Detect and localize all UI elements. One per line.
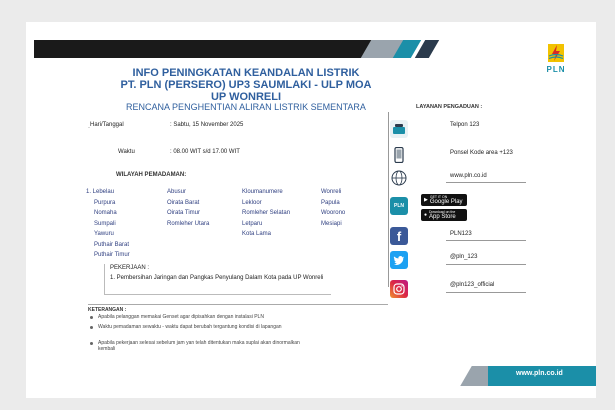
area-item: Letparu (242, 220, 263, 227)
page-title: INFO PENINGKATAN KEANDALAN LISTRIK (132, 67, 360, 79)
announcement-sheet (26, 22, 596, 398)
company-name: PT. PLN (PERSERO) UP3 SAUMLAKI - ULP MOA (120, 79, 372, 91)
facebook-icon[interactable]: f (390, 227, 408, 245)
pln-logo (541, 42, 571, 74)
play-icon: ▶ (424, 197, 428, 203)
area-item: Purpura (94, 199, 116, 206)
app-store-button[interactable] (421, 209, 467, 221)
twitter-icon[interactable] (390, 251, 408, 269)
date-value: : Sabtu, 15 November 2025 (170, 122, 244, 128)
subtitle: RENCANA PENGHENTIAN ALIRAN LISTRIK SEMENTARA (126, 102, 366, 112)
notes-divider (88, 304, 388, 305)
area-item: Oirata Barat (167, 199, 200, 206)
work-text: 1. Pembersihan Jaringan dan Pangkas Penyulang Dalam Kota pada UP Wonreli (110, 275, 324, 281)
time-value: : 08.00 WIT s/d 17.00 WIT (170, 149, 240, 155)
top-stripe (34, 40, 390, 58)
bullet-icon (90, 326, 93, 329)
instagram-underline (446, 292, 526, 293)
phone-text: Telpon 123 (450, 122, 480, 128)
area-item: Kloumanumere (242, 189, 283, 195)
area-column-2 (167, 187, 209, 229)
mobile-icon (390, 146, 408, 164)
area-column-4 (321, 187, 345, 229)
instagram-handle: @pln123_official (450, 282, 495, 288)
bullet-icon (90, 316, 93, 319)
area-item: Romleher Utara (167, 220, 210, 227)
bullet-icon (90, 342, 93, 345)
lightning-icon (546, 42, 566, 64)
area-item: Oirata Timur (167, 210, 201, 216)
area-item: Lekloor (242, 199, 262, 206)
apple-icon: ● (424, 212, 428, 218)
note-item: Apabila pelanggan memakai Genset agar dipisahkan dengan instalasi PLN (98, 314, 264, 320)
google-play-label: GET IT ON Google Play (429, 195, 463, 205)
facebook-handle: PLN123 (450, 231, 472, 237)
area-item: Mesiapi (321, 220, 342, 227)
area-title: WILAYAH PEMADAMAN: (116, 172, 187, 178)
pln-mobile-app-icon[interactable]: PLN (390, 197, 408, 215)
unit-name: UP WONRELI (210, 91, 282, 103)
note-item: Waktu pemadaman sewaktu - waktu dapat berubah tergantung kondisi di lapangan (98, 324, 282, 330)
note-item: Apabila pekerjaan selesai sebelum jam yan telah ditentukan maka suplai akan dinormalkan kembali (98, 340, 300, 352)
area-item: Romleher Selatan (242, 210, 291, 216)
time-label: Waktu (118, 149, 135, 155)
facebook-underline (446, 240, 526, 241)
footer-url[interactable]: www.pln.co.id (516, 370, 563, 377)
area-item: Papula (321, 199, 340, 206)
contact-title: LAYANAN PENGADUAN : (416, 104, 483, 110)
area-item: Woorono (321, 210, 346, 216)
app-store-label: Download on the App Store (429, 210, 456, 220)
area-item: Puthair Timur (94, 252, 130, 258)
logo-text: PLN (546, 65, 566, 74)
twitter-handle: @pln_123 (450, 254, 478, 260)
date-label: Hari/Tanggal (90, 122, 124, 128)
area-item: Abusur (167, 189, 187, 195)
area-item: Wonreli (321, 189, 342, 195)
web-link[interactable]: www.pln.co.id (450, 173, 487, 179)
google-play-button[interactable] (421, 194, 467, 206)
area-item: Puthair Barat (94, 241, 130, 248)
mobile-text: Ponsel Kode area +123 (450, 150, 513, 156)
contact-divider (388, 112, 389, 287)
globe-icon (390, 169, 408, 187)
twitter-underline (446, 264, 526, 265)
work-title: PEKERJAAN : (110, 265, 150, 271)
area-item: Sumpali (94, 220, 116, 227)
area-item: Nomaha (94, 210, 117, 216)
divider-dash: - (88, 125, 90, 131)
area-column-3 (242, 187, 290, 240)
instagram-icon[interactable] (390, 280, 408, 298)
web-underline (446, 182, 526, 183)
phone-icon (390, 120, 408, 138)
area-item: 1. Lebelau (86, 189, 115, 195)
area-item: Yawuru (94, 231, 114, 237)
area-item: Kota Lama (242, 231, 272, 237)
notes-title: KETERANGAN : (88, 307, 127, 313)
area-column-1 (86, 187, 130, 261)
